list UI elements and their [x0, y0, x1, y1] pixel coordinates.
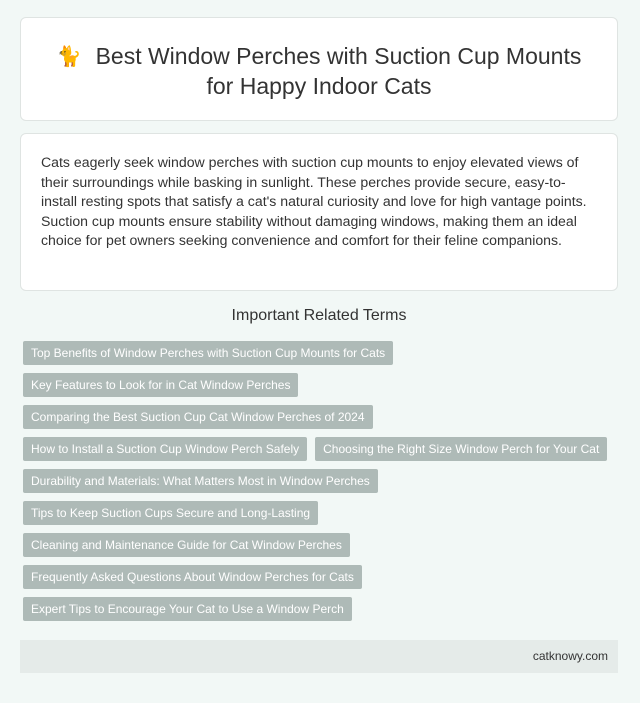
tag-row — [23, 565, 618, 589]
related-term-link[interactable]: How to Install a Suction Cup Window Perch Safely — [23, 437, 307, 461]
related-term-link[interactable]: Cleaning and Maintenance Guide for Cat Window Perches — [23, 533, 350, 557]
related-term-link[interactable]: Durability and Materials: What Matters Most in Window Perches — [23, 469, 378, 493]
tag-row — [23, 533, 618, 557]
page-title — [45, 42, 593, 101]
tag-row — [23, 405, 618, 429]
title-card — [20, 17, 618, 121]
footer-site-name: catknowy.com — [532, 649, 608, 663]
tag-row — [23, 501, 618, 525]
related-term-link[interactable]: Expert Tips to Encourage Your Cat to Use a Window Perch — [23, 597, 352, 621]
related-term-link[interactable]: Top Benefits of Window Perches with Suction Cup Mounts for Cats — [23, 341, 393, 365]
related-terms-list — [20, 341, 618, 621]
cat-icon: 🐈 — [56, 46, 82, 68]
related-term-link[interactable]: Key Features to Look for in Cat Window Perches — [23, 373, 298, 397]
tag-row — [23, 341, 618, 365]
related-term-link[interactable]: Comparing the Best Suction Cup Cat Window Perches of 2024 — [23, 405, 373, 429]
page-title-line1: Best Window Perches with Suction Cup Mounts — [95, 43, 582, 69]
related-terms-section — [20, 305, 618, 629]
related-term-link[interactable]: Frequently Asked Questions About Window Perches for Cats — [23, 565, 362, 589]
related-term-link[interactable]: Choosing the Right Size Window Perch for Your Cat — [315, 437, 607, 461]
description-card — [20, 133, 618, 291]
related-term-link[interactable]: Tips to Keep Suction Cups Secure and Long-Lasting — [23, 501, 318, 525]
footer — [20, 640, 618, 673]
tag-row — [23, 469, 618, 493]
related-terms-heading: Important Related Terms — [231, 307, 407, 324]
tag-row — [23, 437, 618, 461]
tag-row — [23, 373, 618, 397]
description-text: Cats eagerly seek window perches with suction cup mounts to enjoy elevated views of their surroundings while basking in sunlight. These perches provide secure, easy-to-install resting spots that satisfy a cat's natural curiosity and love for high vantage points. Suction cup mounts ensure stability without damaging windows, making them an ideal choice for pet owners seeking convenience and comfort for their feline companions. — [41, 154, 587, 249]
tag-row — [23, 597, 618, 621]
page-title-line2: for Happy Indoor Cats — [206, 73, 432, 99]
